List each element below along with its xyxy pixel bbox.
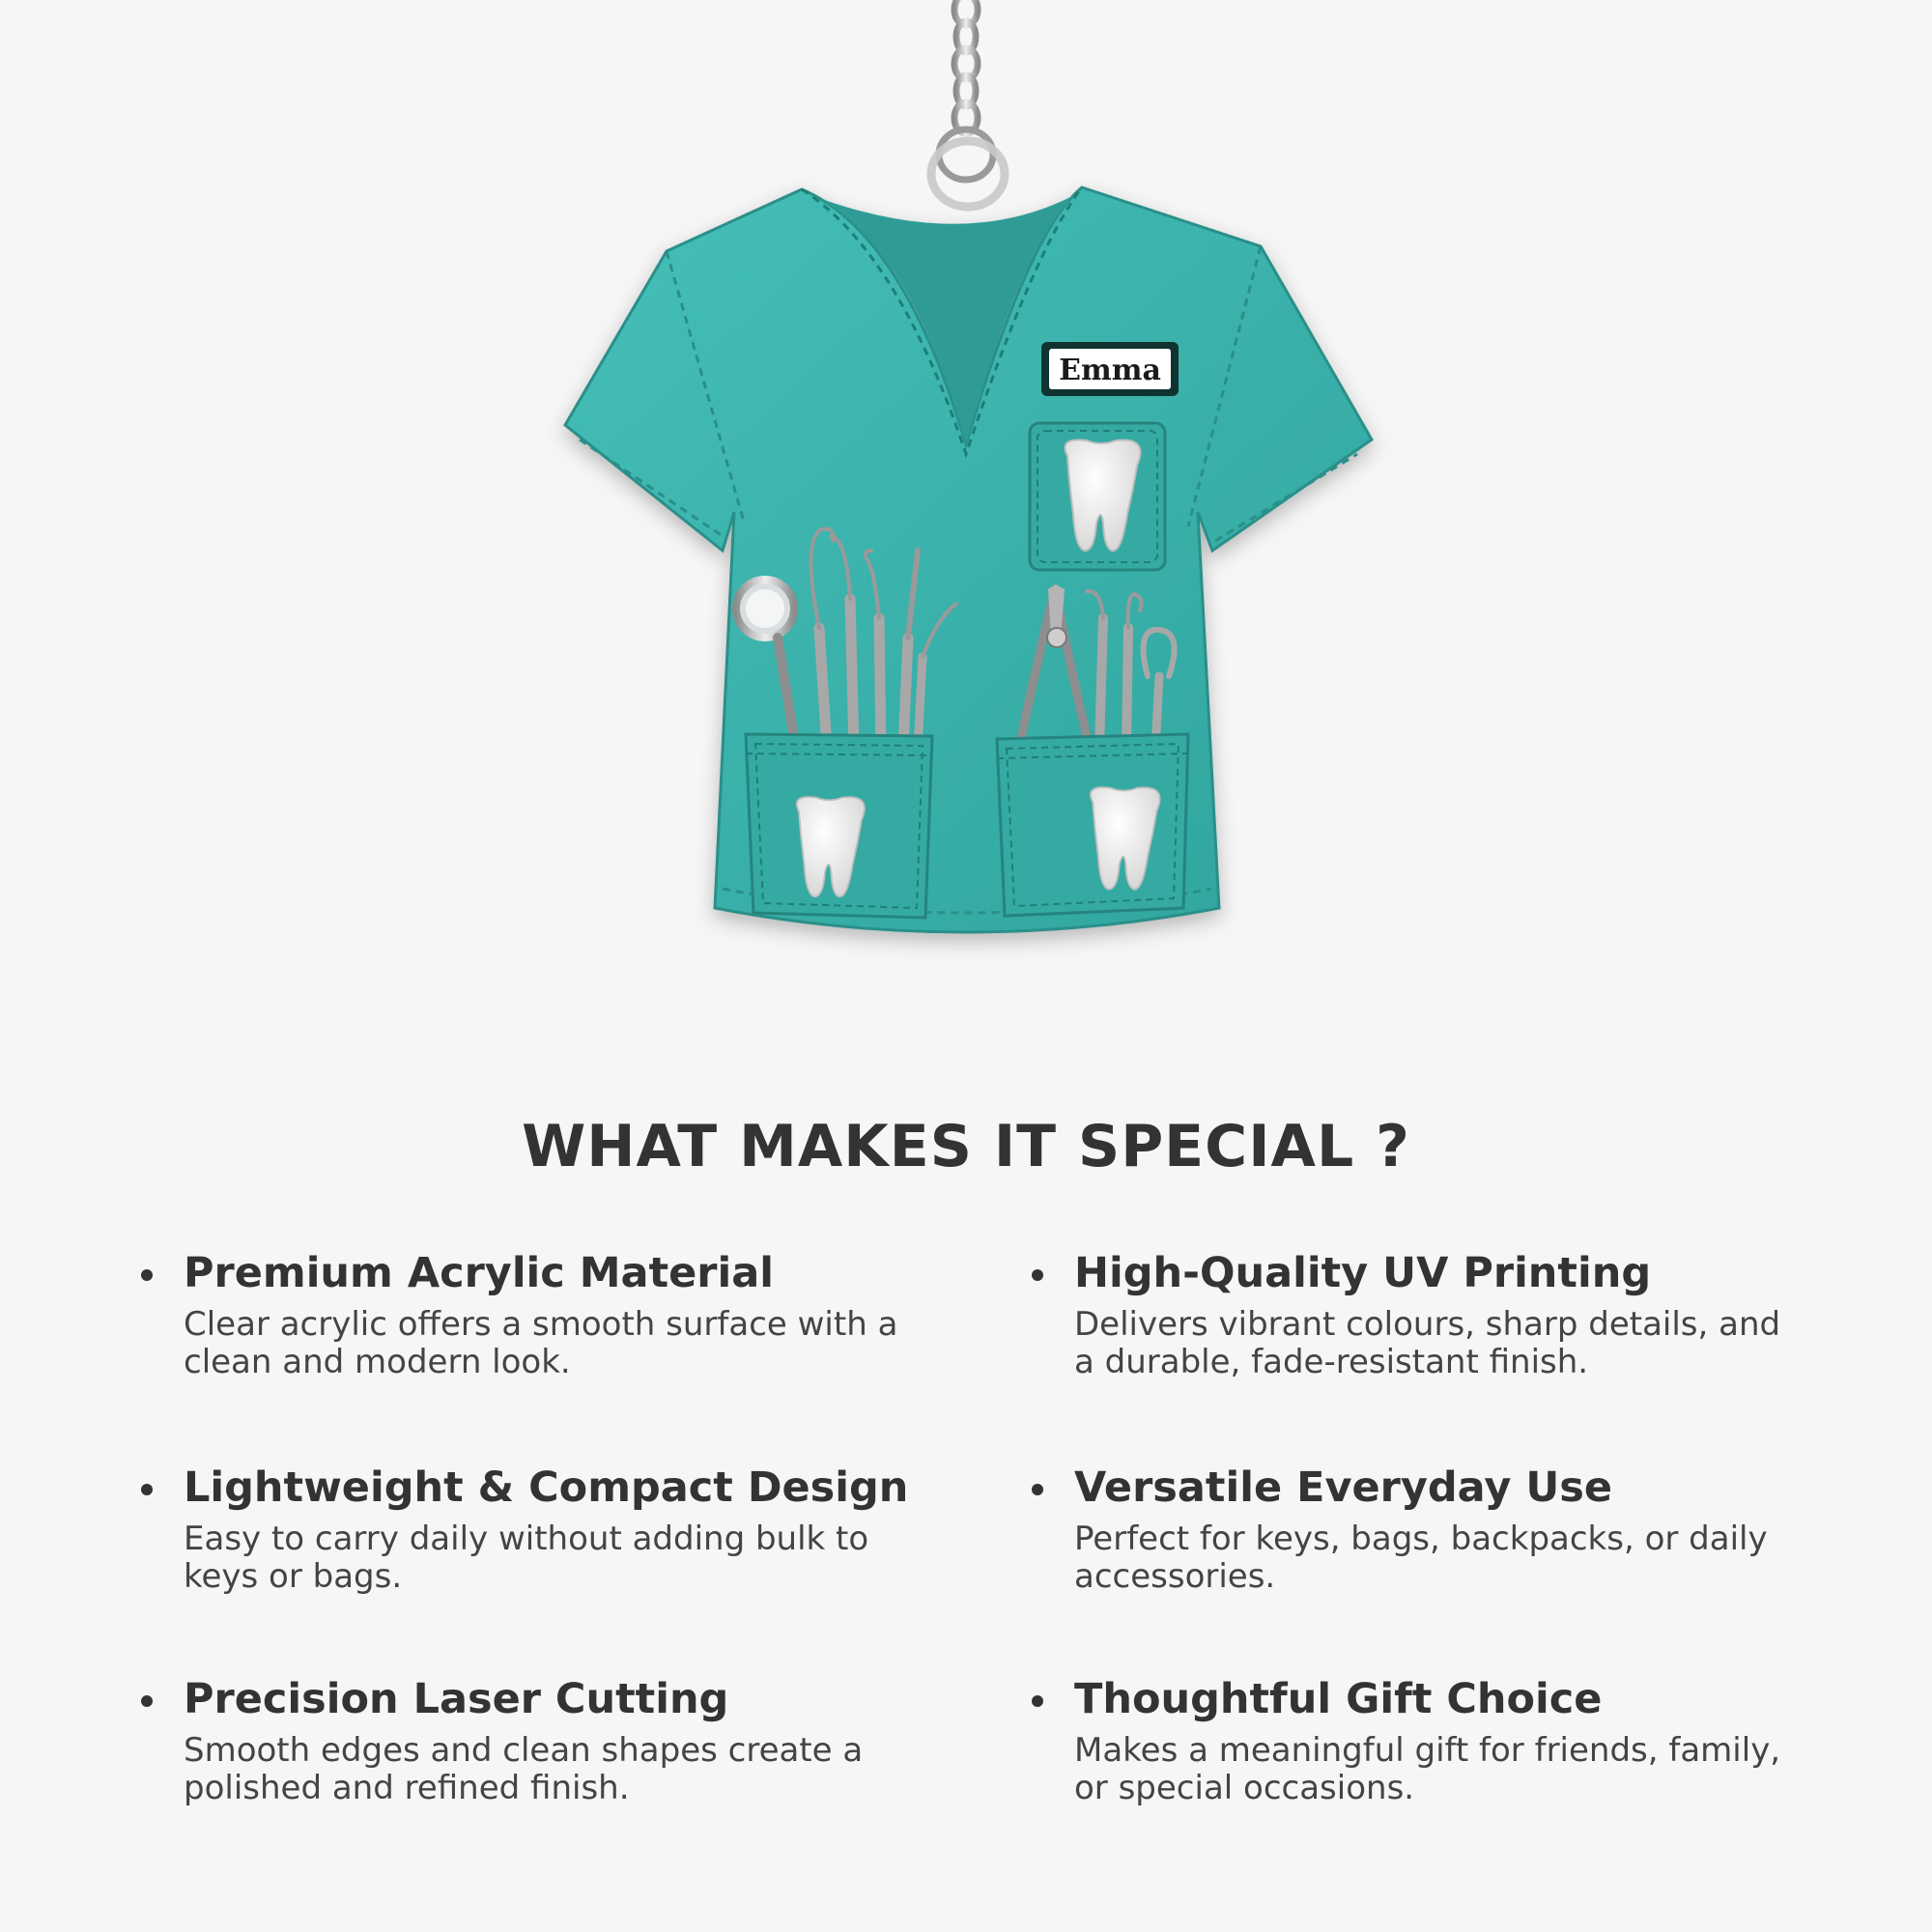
keychain-ring <box>931 129 1005 207</box>
bullet-icon <box>141 1269 153 1281</box>
feature-title: Versatile Everyday Use <box>1074 1463 1613 1512</box>
bullet-icon <box>1032 1484 1043 1495</box>
name-tag-text: Emma <box>1059 354 1161 387</box>
feature-item <box>184 1246 956 1381</box>
feature-description: Perfect for keys, bags, backpacks, or daily accessories. <box>1074 1520 1768 1596</box>
feature-title: Premium Acrylic Material <box>184 1249 774 1297</box>
feature-description: Delivers vibrant colours, sharp details, and a durable, fade-resistant finish. <box>1074 1305 1781 1381</box>
feature-item <box>184 1672 956 1807</box>
bullet-icon <box>1032 1695 1043 1707</box>
section-heading: WHAT MAKES IT SPECIAL ? <box>522 1113 1410 1180</box>
feature-title: Thoughtful Gift Choice <box>1074 1675 1603 1723</box>
feature-item <box>184 1461 956 1596</box>
feature-description: Smooth edges and clean shapes create a polished and refined finish. <box>184 1731 864 1807</box>
feature-title: High-Quality UV Printing <box>1074 1249 1652 1297</box>
right-lower-pocket <box>997 734 1188 916</box>
feature-description: Makes a meaningful gift for friends, family, or special occasions. <box>1074 1731 1781 1807</box>
feature-item <box>1074 1672 1847 1807</box>
keychain-chain <box>954 0 978 133</box>
feature-title: Lightweight & Compact Design <box>184 1463 909 1512</box>
feature-title: Precision Laser Cutting <box>184 1675 729 1723</box>
feature-description: Clear acrylic offers a smooth surface with a clean and modern look. <box>184 1305 898 1381</box>
bullet-icon <box>141 1484 153 1495</box>
feature-list <box>0 1246 1932 1845</box>
feature-description: Easy to carry daily without adding bulk to keys or bags. <box>184 1520 869 1596</box>
name-tag <box>1041 342 1179 396</box>
bullet-icon <box>1032 1269 1043 1281</box>
scrub-top <box>565 187 1372 932</box>
feature-item <box>1074 1461 1847 1596</box>
feature-item <box>1074 1246 1847 1381</box>
bullet-icon <box>141 1695 153 1707</box>
